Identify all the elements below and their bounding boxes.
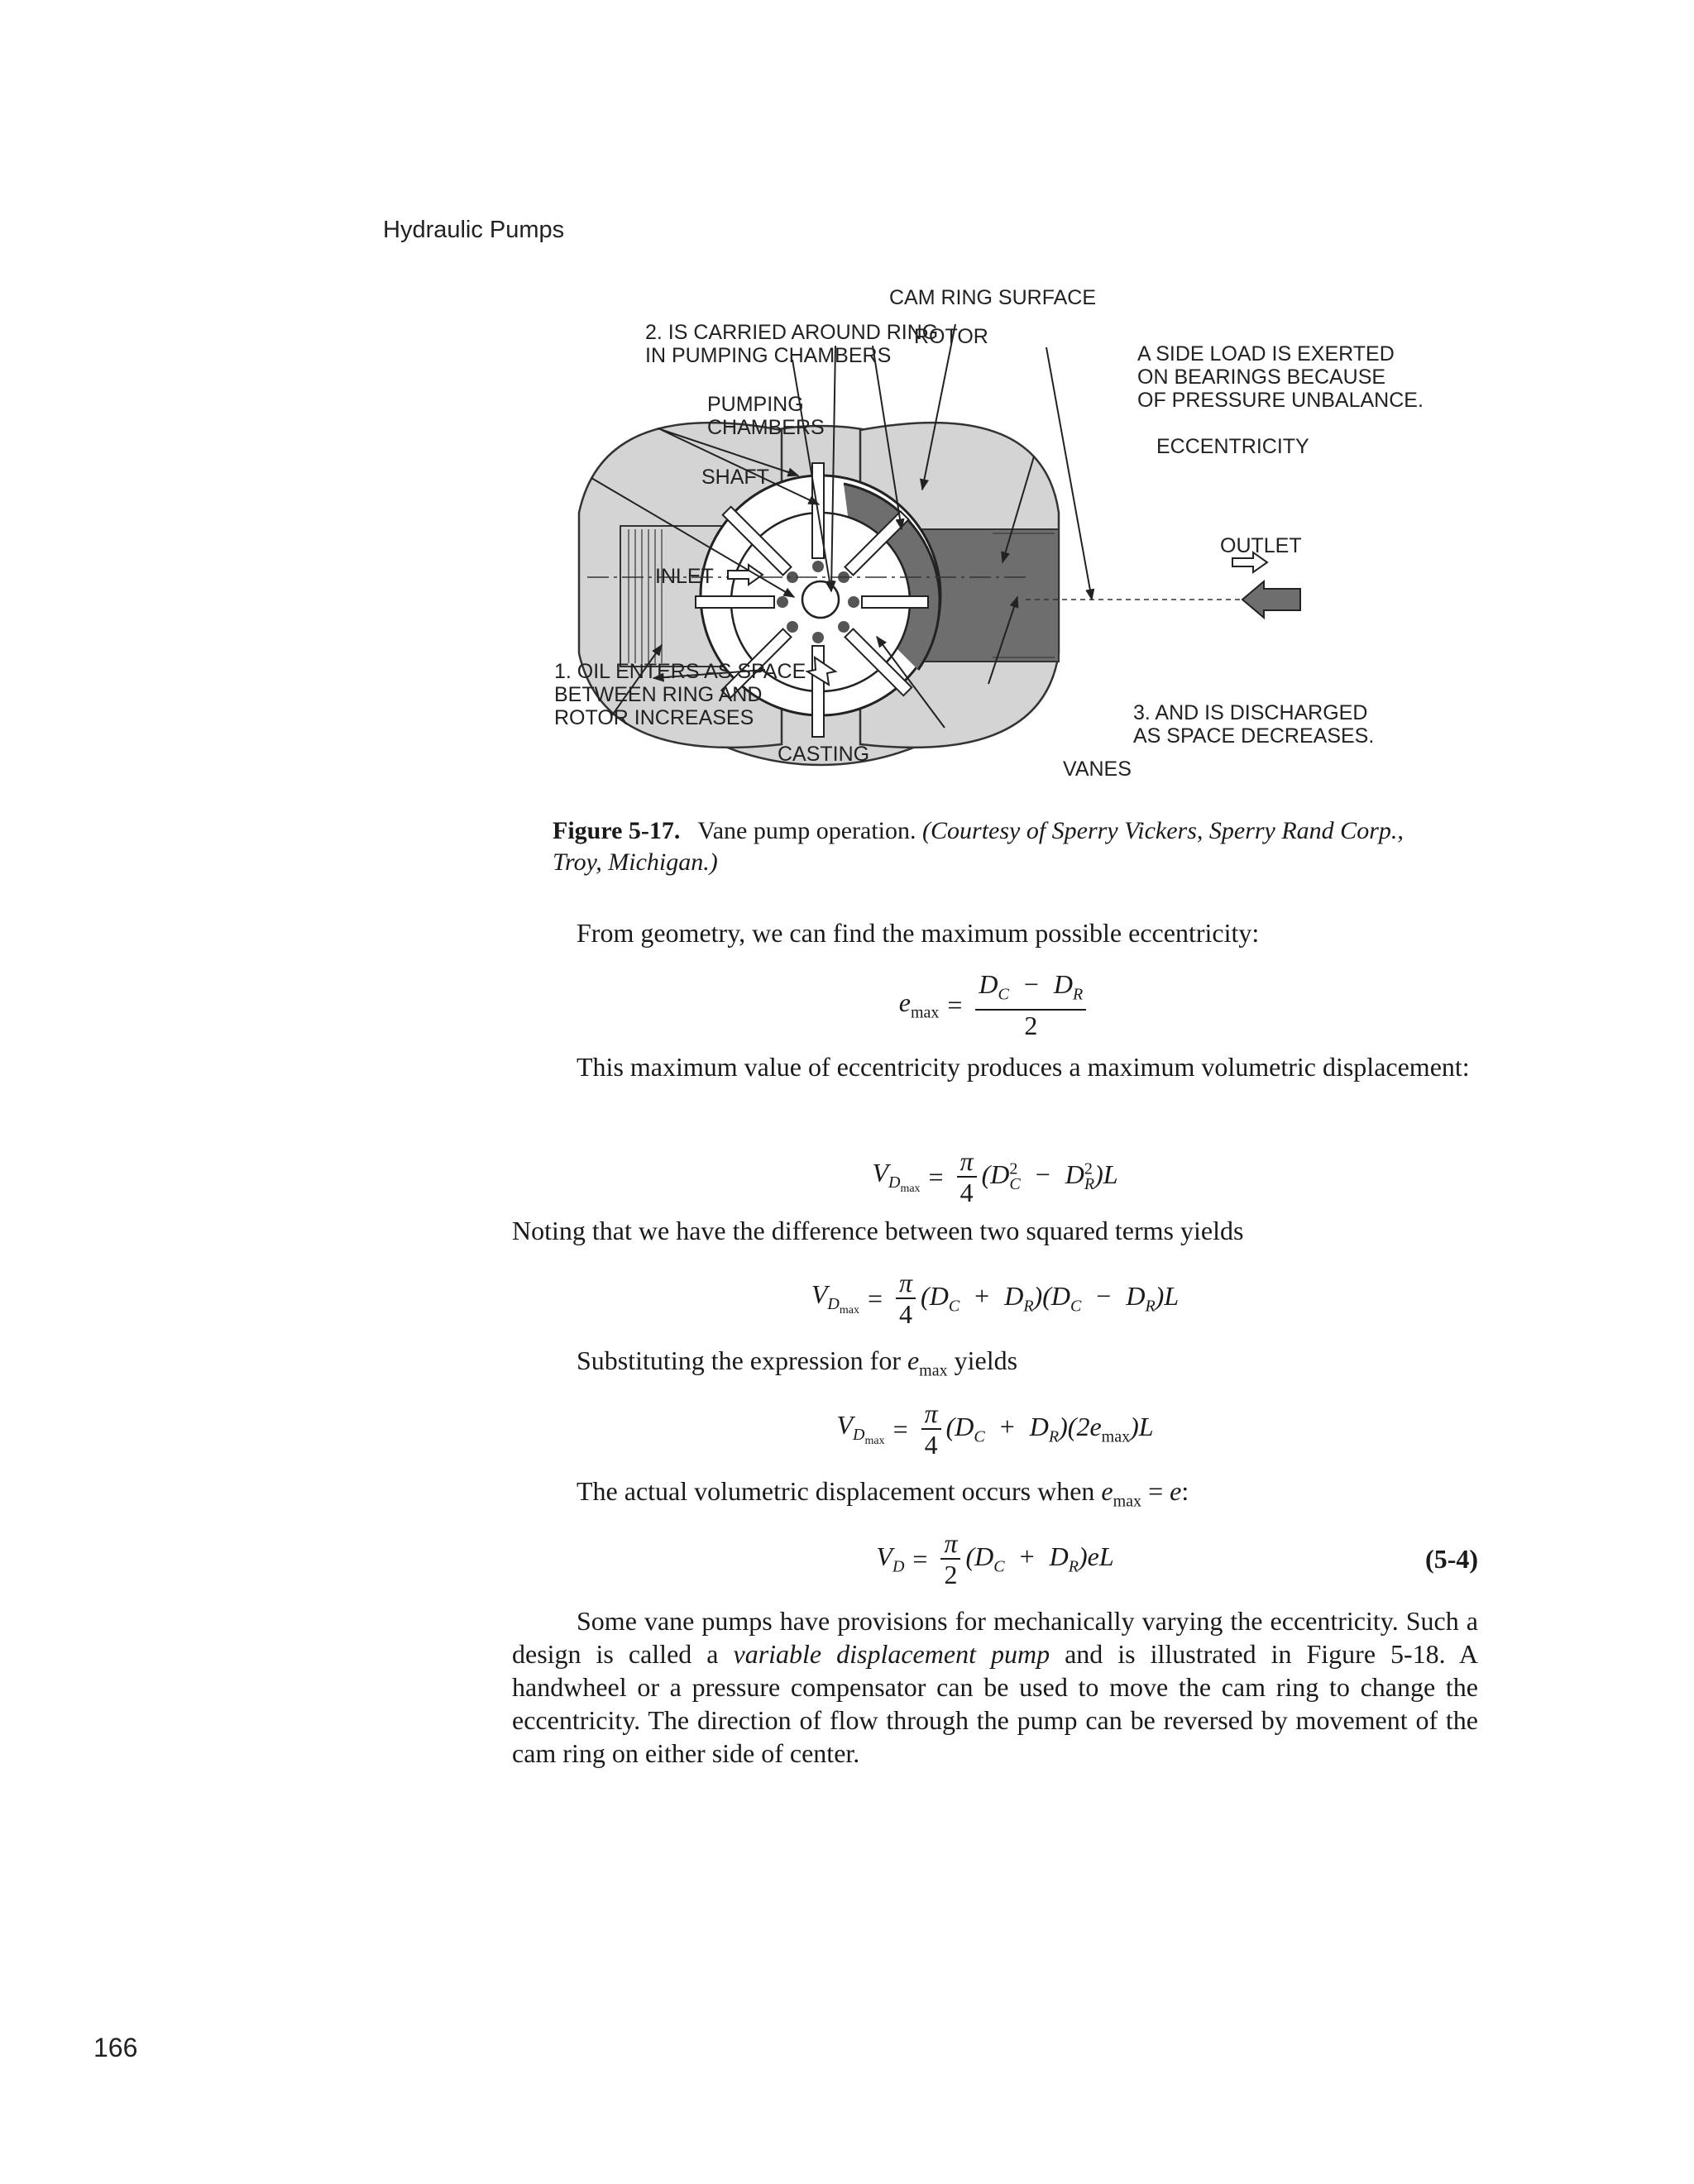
caption-figure-number: Figure 5-17.: [553, 817, 681, 844]
label-casting: CASTING: [778, 743, 870, 766]
label-cam-ring-surface: CAM RING SURFACE: [888, 286, 1097, 309]
label-carried-line2: IN PUMPING CHAMBERS: [645, 344, 892, 367]
label-pumping-line2: CHAMBERS: [707, 416, 825, 439]
figure-caption: [553, 815, 1413, 878]
label-discharged-line2: AS SPACE DECREASES.: [1133, 724, 1375, 748]
label-vanes: VANES: [1063, 757, 1132, 781]
paragraph-actual-displacement: The actual volumetric displacement occurs when $e_{max} = e$:: [577, 1476, 1189, 1511]
label-eccentricity: ECCENTRICITY: [1156, 435, 1309, 458]
running-header: Hydraulic Pumps: [383, 217, 565, 243]
variable-displacement-term: variable displacement pump: [733, 1639, 1050, 1669]
side-load-arrow-icon: [1242, 581, 1300, 618]
paragraph-max-displacement: This maximum value of eccentricity produces a maximum volumetric displacement:: [577, 1052, 1470, 1082]
variable-displacement-text-a: Some vane pumps have provisions for mechanically varying the eccentricity. Such a design is called a: [512, 1606, 1478, 1669]
caption-text: Vane pump operation.: [697, 817, 916, 844]
label-inlet: INLET: [655, 565, 714, 588]
label-side-load-line3: OF PRESSURE UNBALANCE.: [1137, 389, 1424, 412]
label-shaft: SHAFT: [701, 466, 769, 489]
label-oil-enters-line2: BETWEEN RING AND: [554, 683, 763, 706]
label-carried-line1: 2. IS CARRIED AROUND RING: [645, 321, 939, 344]
shaft: [802, 581, 839, 618]
paragraph-substituting: Substituting the expression for $e_{max}$ yields: [577, 1345, 1018, 1380]
equation-emax: $e_{max}$ = $\frac{D_C - D_R}{2}$: [512, 976, 1478, 1034]
substituting-text: Substituting the expression for: [577, 1345, 901, 1375]
label-rotor: ROTOR: [914, 325, 988, 348]
vane-pump-diagram: [529, 281, 1456, 794]
variable-displacement-text-b: and is illustrated in Figure 5-18. A handwheel or a pressure compensator can be used to move the cam ring to change the eccentricity. The direction of flow through the pump can be reversed by movement of the cam ring on either side of center.: [512, 1639, 1479, 1768]
paragraph-geometry: From geometry, we can find the maximum possible eccentricity:: [577, 918, 1260, 948]
label-side-load-line2: ON BEARINGS BECAUSE: [1137, 366, 1386, 389]
paragraph-variable-displacement: [512, 1604, 1478, 1770]
equation-vdmax-emax: $V_{D_{max}}$ = $\frac{\pi}{4}$ $(D_C + D_R)(2e_{max})L$: [836, 1398, 1154, 1460]
label-discharged-line1: 3. AND IS DISCHARGED: [1133, 701, 1368, 724]
equation-vdmax-squares: $V_{D_{max}}$ = $\frac{\pi}{4}$ $(D^2_C - D^2_R)L$: [872, 1146, 1118, 1207]
label-oil-enters-line3: ROTOR INCREASES: [554, 706, 754, 729]
equation-number: (5-4): [1425, 1543, 1478, 1574]
equation-5-4: $V_D$ = $\frac{\pi}{2}$ $(D_C + D_R)eL$ (5-4): [876, 1528, 1478, 1589]
label-pumping-line1: PUMPING: [707, 393, 804, 416]
caption-credit: (Courtesy of Sperry Vickers, Sperry Rand Corp., Troy, Michigan.): [553, 817, 1404, 876]
substituting-text-end: yields: [954, 1345, 1018, 1375]
label-outlet: OUTLET: [1220, 534, 1302, 557]
actual-displacement-text: The actual volumetric displacement occurs when: [577, 1476, 1095, 1506]
paragraph-difference-squares: Noting that we have the difference between two squared terms yields: [512, 1216, 1244, 1245]
equation-vdmax-factored: $V_{D_{max}}$ = $\frac{\pi}{4}$ $(D_C + D_R)(D_C - D_R)L$: [811, 1268, 1180, 1329]
page-number: 166: [93, 2033, 138, 2062]
label-side-load-line1: A SIDE LOAD IS EXERTED: [1137, 342, 1395, 366]
label-oil-enters-line1: 1. OIL ENTERS AS SPACE: [554, 660, 806, 683]
